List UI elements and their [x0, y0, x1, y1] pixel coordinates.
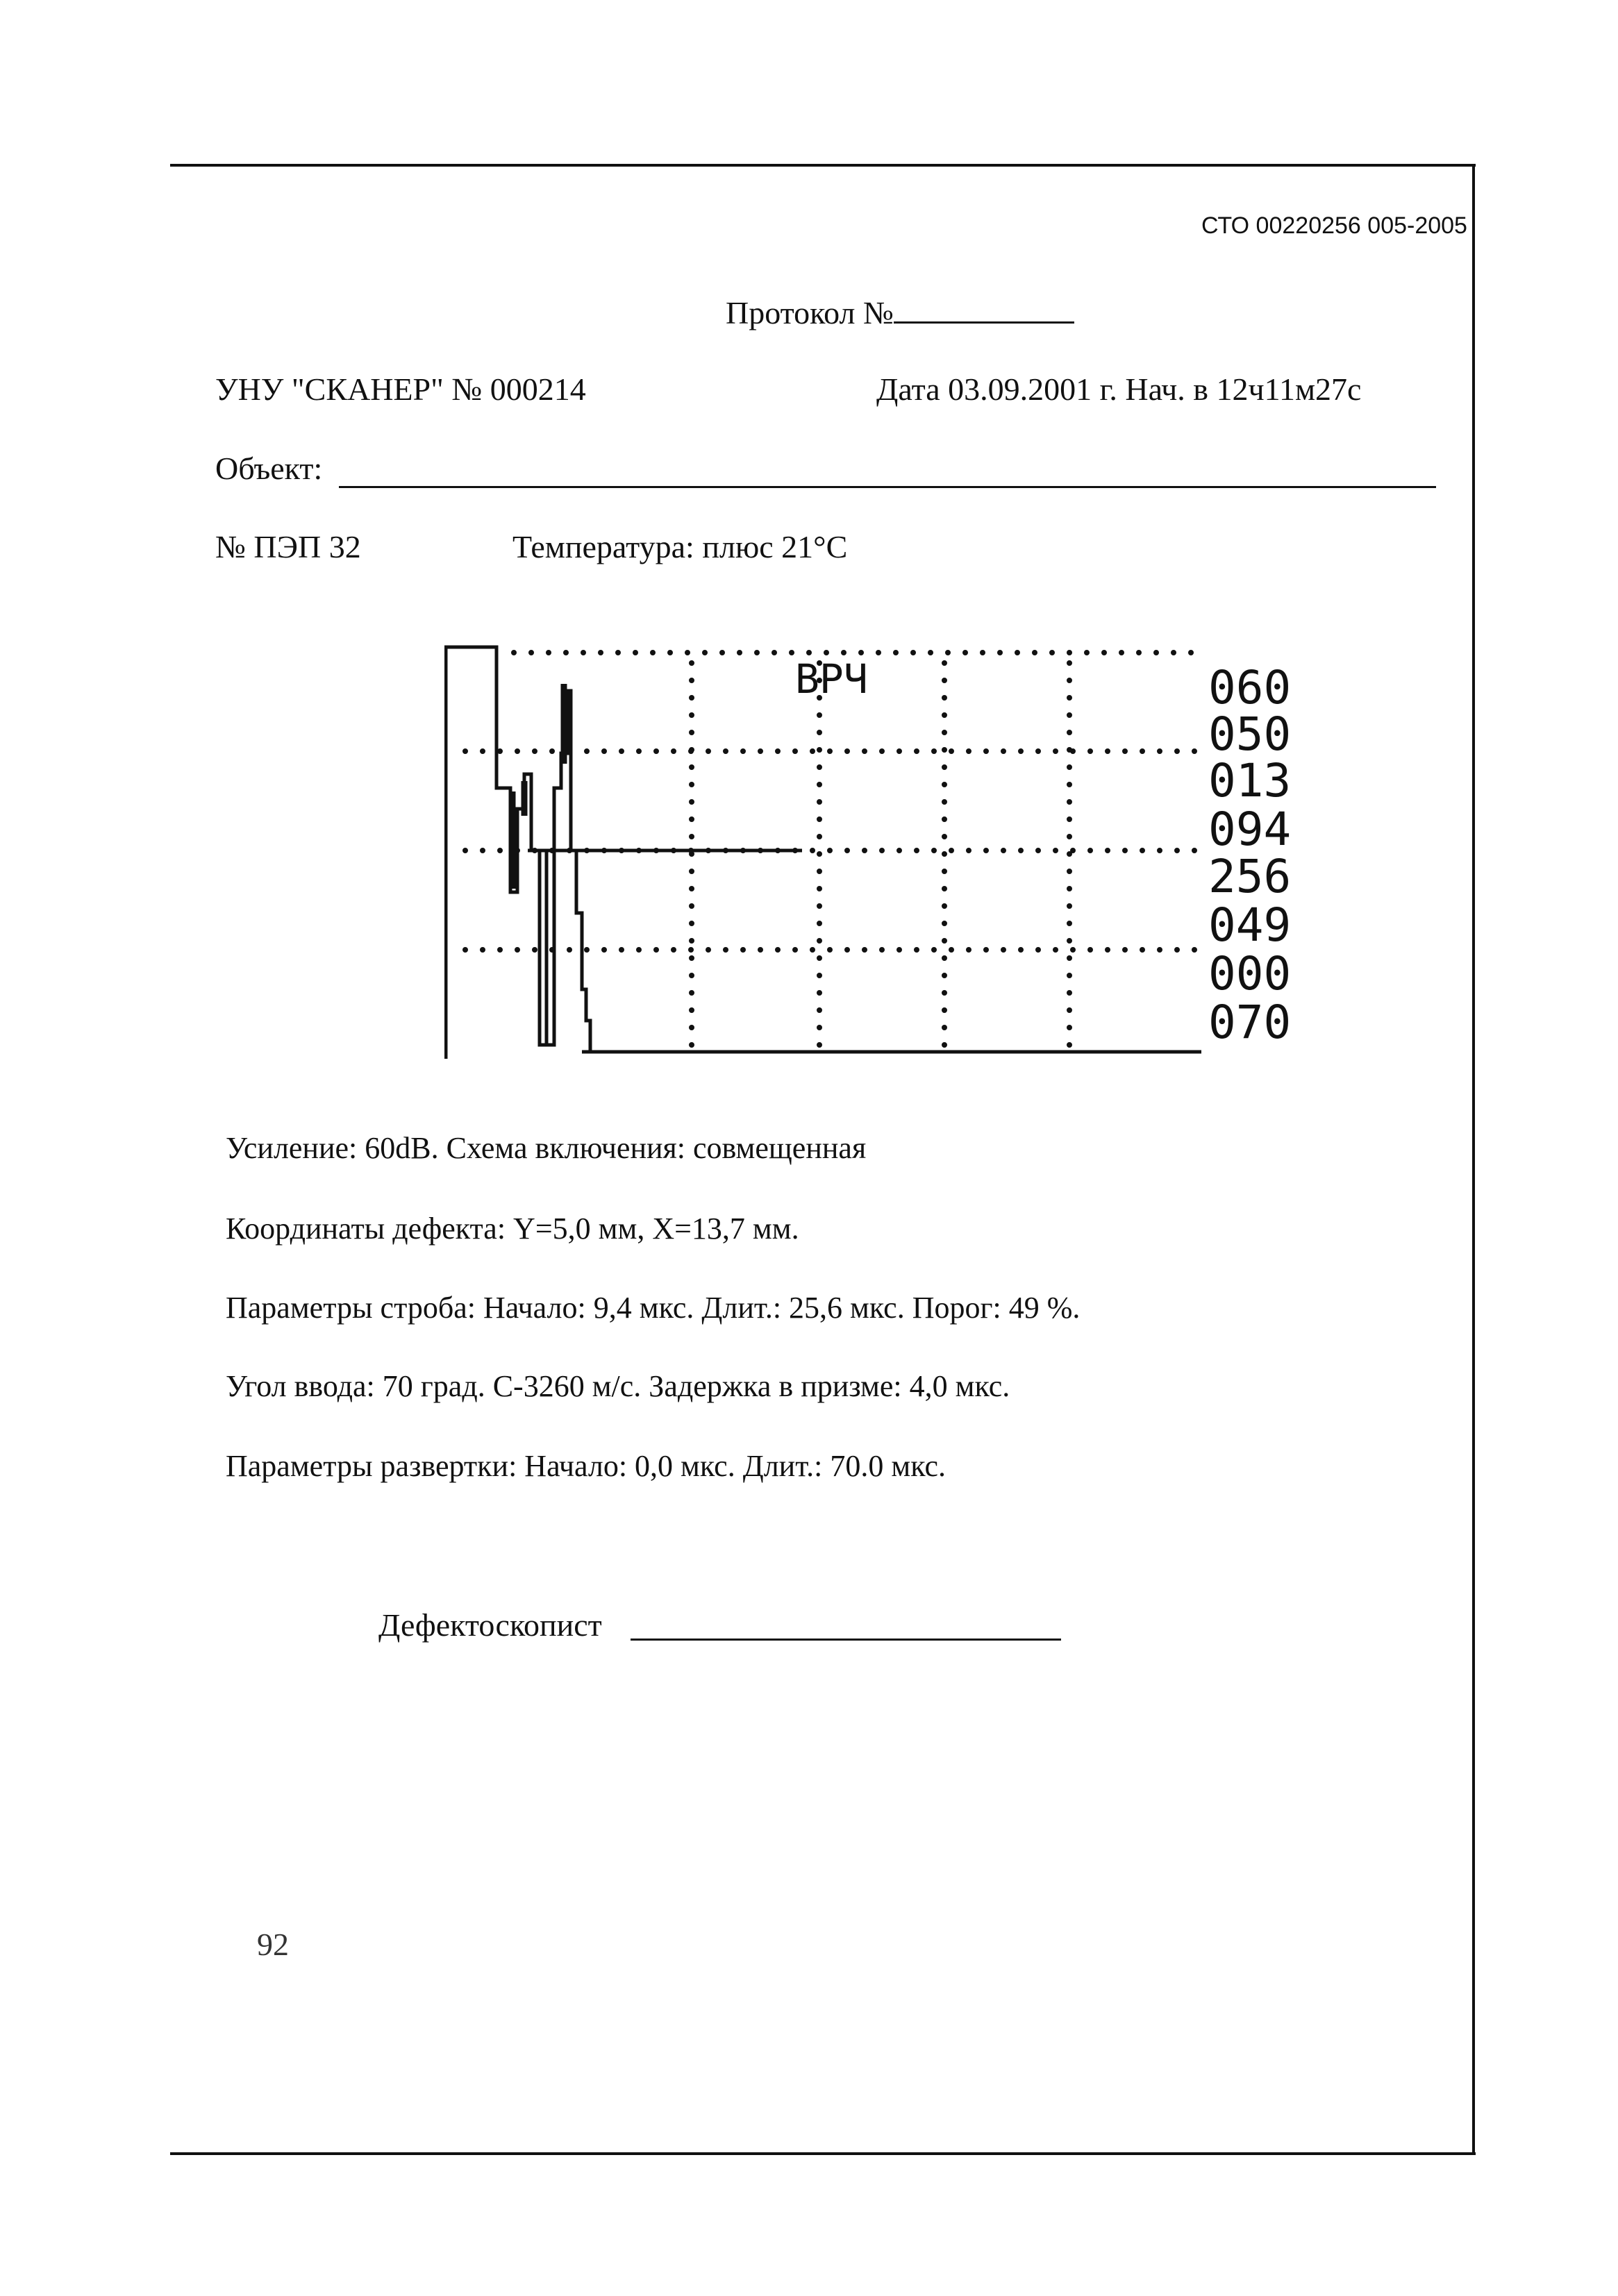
- page-frame-bottom: [170, 2152, 1476, 2155]
- device-id: УНУ "СКАНЕР" № 000214: [215, 371, 586, 407]
- readout-6: 049: [1208, 898, 1292, 952]
- signature-line: [631, 1639, 1061, 1641]
- page-frame-top: [170, 164, 1476, 167]
- object-label: Объект:: [215, 451, 323, 486]
- ascan-frame: [446, 647, 1201, 1059]
- protocol-label: Протокол №: [726, 295, 894, 330]
- protocol-heading: [726, 295, 1074, 329]
- defect-coords-line: Координаты дефекта: Y=5,0 мм, X=13,7 мм.: [226, 1212, 799, 1246]
- probe-number: № ПЭП 32: [215, 529, 361, 564]
- temperature: Температура: плюс 21°C: [512, 529, 848, 564]
- readout-1: 060: [1208, 661, 1292, 714]
- readout-7: 000: [1208, 947, 1292, 1000]
- page-frame-right: [1472, 164, 1475, 2154]
- object-line: [339, 486, 1436, 488]
- gain-line: Усиление: 60dB. Схема включения: совмещенная: [226, 1131, 867, 1165]
- readout-3: 013: [1208, 754, 1292, 807]
- ascan-mode-label: ВРЧ: [795, 655, 868, 703]
- date-time: Дата 03.09.2001 г. Нач. в 12ч11м27с: [876, 371, 1362, 407]
- readout-2: 050: [1208, 707, 1292, 761]
- ascan-readouts: [1208, 661, 1291, 1049]
- ascan-display: [444, 642, 1306, 1076]
- readout-4: 094: [1208, 803, 1292, 856]
- readout-5: 256: [1208, 850, 1292, 903]
- signature-label: Дефектоскопист: [378, 1607, 602, 1643]
- protocol-number-line: [894, 295, 1074, 324]
- sweep-params-line: Параметры развертки: Начало: 0,0 мкс. Длит.: 70.0 мкс.: [226, 1449, 946, 1483]
- document-code: СТО 00220256 005-2005: [1201, 212, 1467, 239]
- readout-8: 070: [1208, 996, 1292, 1049]
- gate-params-line: Параметры строба: Начало: 9,4 мкс. Длит.: 25,6 мкс. Порог: 49 %.: [226, 1291, 1081, 1325]
- angle-line: Угол ввода: 70 град. С-3260 м/с. Задержка в призме: 4,0 мкс.: [226, 1369, 1010, 1403]
- page-number: 92: [257, 1927, 289, 1962]
